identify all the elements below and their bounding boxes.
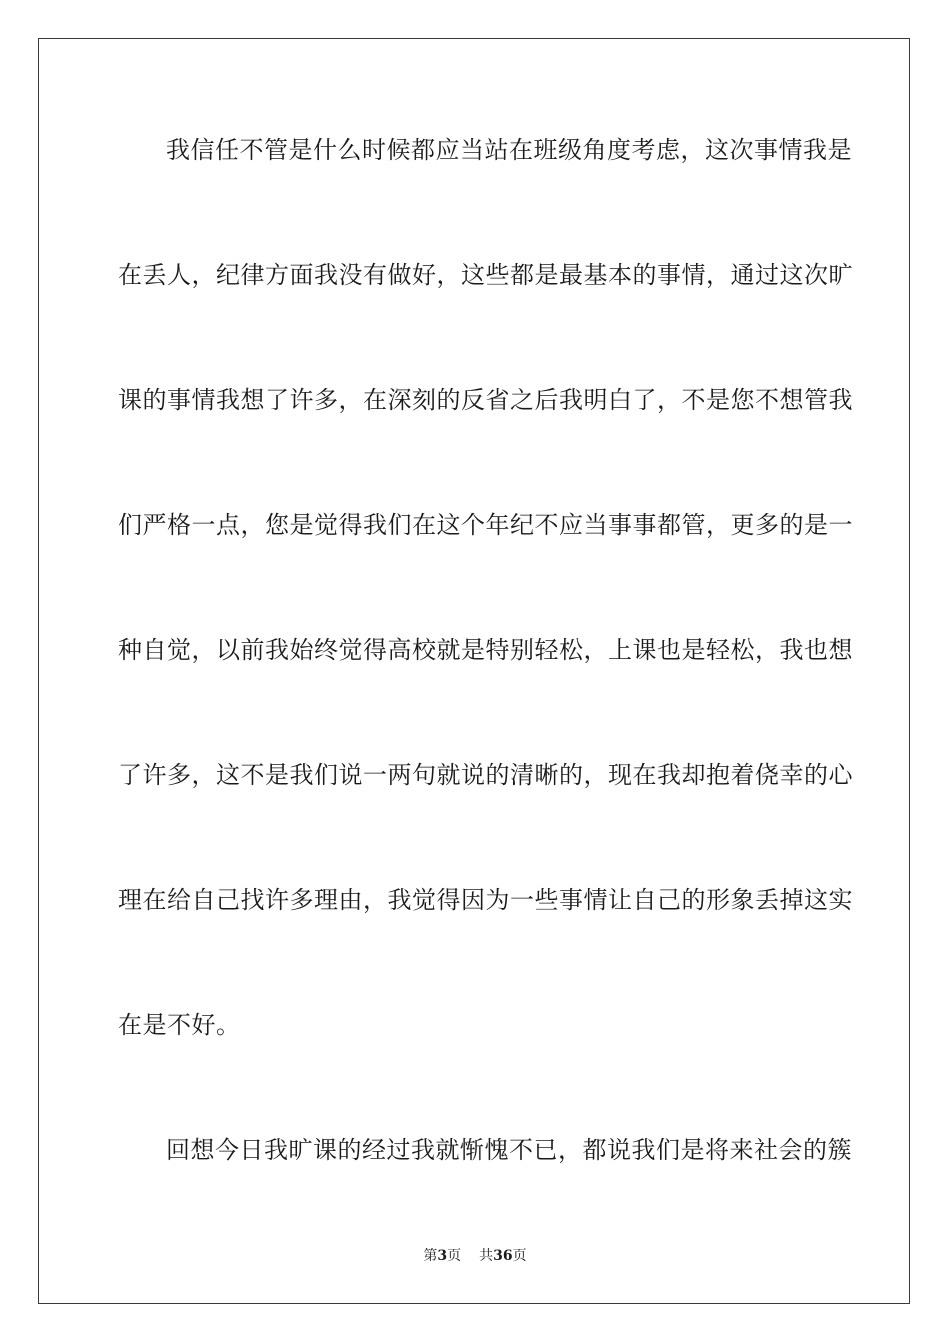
paragraph-line: 了许多，这不是我们说一两句就说的清晰的，现在我却抱着侥幸的心 (118, 761, 853, 789)
paragraph-line: 课的事情我想了许多，在深刻的反省之后我明白了，不是您不想管我 (118, 386, 853, 414)
page-border (38, 38, 910, 1304)
page-footer (0, 1246, 950, 1266)
paragraph-line: 回想今日我旷课的经过我就惭愧不已，都说我们是将来社会的簇 (166, 1136, 852, 1164)
paragraph-line: 们严格一点，您是觉得我们在这个年纪不应当事事都管，更多的是一 (118, 511, 853, 539)
paragraph-line: 在是不好。 (118, 1011, 241, 1039)
page-number: 3 (437, 1248, 448, 1264)
total-pages-indicator: 共36页 (479, 1248, 527, 1264)
total-pages: 36 (493, 1248, 513, 1264)
page-indicator: 第3页 (423, 1248, 462, 1264)
paragraph-line: 种自觉，以前我始终觉得高校就是特别轻松，上课也是轻松，我也想 (118, 636, 853, 664)
paragraph-line: 我信任不管是什么时候都应当站在班级角度考虑，这次事情我是 (166, 136, 852, 164)
paragraph-line: 在丢人，纪律方面我没有做好，这些都是最基本的事情，通过这次旷 (118, 261, 853, 289)
paragraph-line: 理在给自己找许多理由，我觉得因为一些事情让自己的形象丢掉这实 (118, 886, 853, 914)
